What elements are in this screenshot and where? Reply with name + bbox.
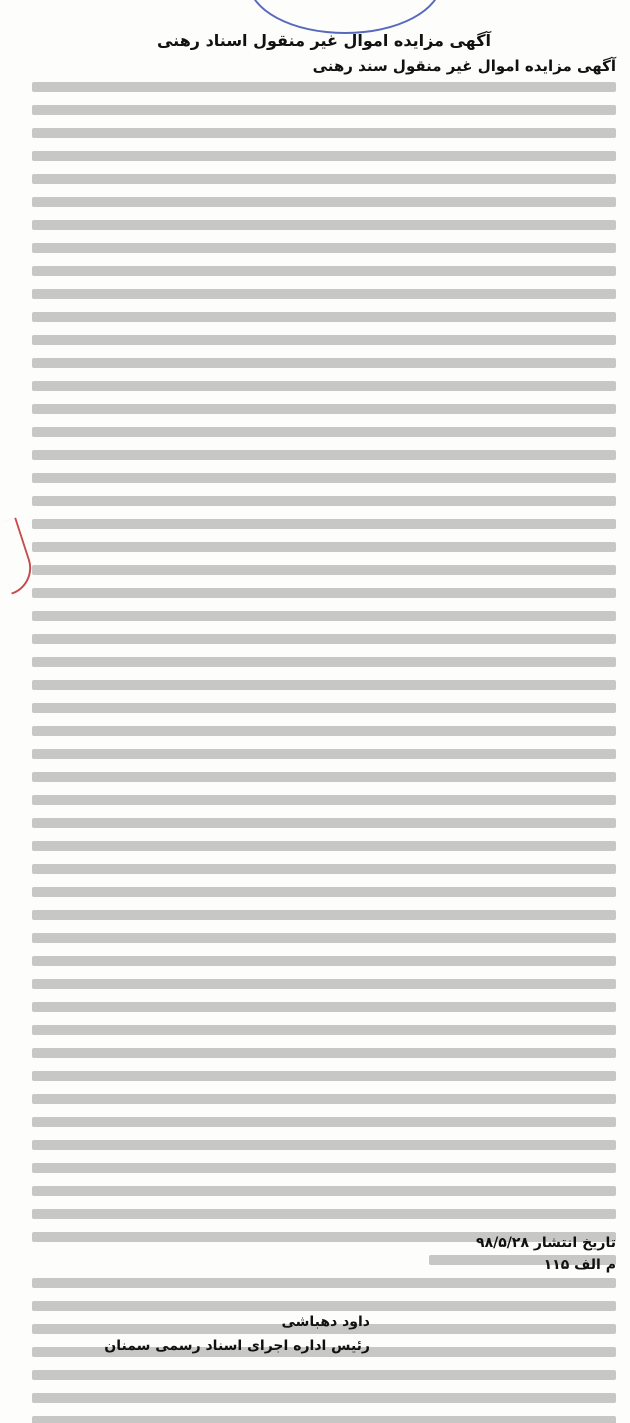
text-line [32, 1278, 616, 1288]
text-line [32, 174, 616, 184]
text-line [32, 1117, 616, 1127]
signatory-role: رئیس اداره اجرای اسناد رسمی سمنان [104, 1338, 370, 1354]
text-line [32, 381, 616, 391]
text-line [32, 289, 616, 299]
text-line [32, 565, 616, 575]
text-line [32, 197, 616, 207]
text-line [32, 496, 616, 506]
text-line [32, 749, 616, 759]
text-line [32, 358, 616, 368]
text-line [32, 772, 616, 782]
text-line [32, 703, 616, 713]
notice-subtitle: آگهی مزایده اموال غیر منقول سند رهنی [312, 57, 616, 75]
text-line [32, 841, 616, 851]
text-line [32, 910, 616, 920]
text-line [32, 1071, 616, 1081]
text-line [32, 1048, 616, 1058]
publication-info [476, 1232, 616, 1276]
text-line [32, 1209, 616, 1219]
text-line [32, 1140, 616, 1150]
text-line [32, 312, 616, 322]
text-line [32, 404, 616, 414]
text-line [32, 887, 616, 897]
signatory-name: داود دهباشی [281, 1314, 370, 1330]
text-line [32, 1393, 616, 1403]
text-line [32, 243, 616, 253]
text-line [32, 634, 616, 644]
publication-date: تاریخ انتشار ۹۸/۵/۲۸ [476, 1235, 616, 1251]
text-line [32, 1416, 616, 1423]
text-line [32, 588, 616, 598]
text-line [32, 519, 616, 529]
text-line [32, 818, 616, 828]
text-line [32, 128, 616, 138]
stamp-mark [248, 0, 442, 34]
text-line [32, 335, 616, 345]
text-line [32, 542, 616, 552]
text-line [32, 266, 616, 276]
text-line [32, 151, 616, 161]
text-line [32, 1025, 616, 1035]
text-line [32, 956, 616, 966]
notice-body-paragraph-1 [32, 82, 616, 1265]
text-line [32, 933, 616, 943]
text-line [32, 473, 616, 483]
text-line [32, 1094, 616, 1104]
signature-block [104, 1310, 370, 1358]
text-line [32, 657, 616, 667]
text-line [32, 726, 616, 736]
text-line [32, 427, 616, 437]
text-line [32, 1163, 616, 1173]
text-line [32, 979, 616, 989]
text-line [32, 680, 616, 690]
text-line [32, 795, 616, 805]
text-line [32, 82, 616, 92]
text-line [32, 1002, 616, 1012]
text-line [32, 864, 616, 874]
text-line [32, 1186, 616, 1196]
text-line [32, 450, 616, 460]
text-line [32, 220, 616, 230]
text-line [32, 1370, 616, 1380]
notice-title: آگهی مزایده اموال غیر منقول اسناد رهنی [156, 31, 492, 50]
text-line [32, 105, 616, 115]
notice-content [32, 30, 616, 1423]
publication-ref: م الف ۱۱۵ [543, 1257, 616, 1273]
text-line [32, 611, 616, 621]
